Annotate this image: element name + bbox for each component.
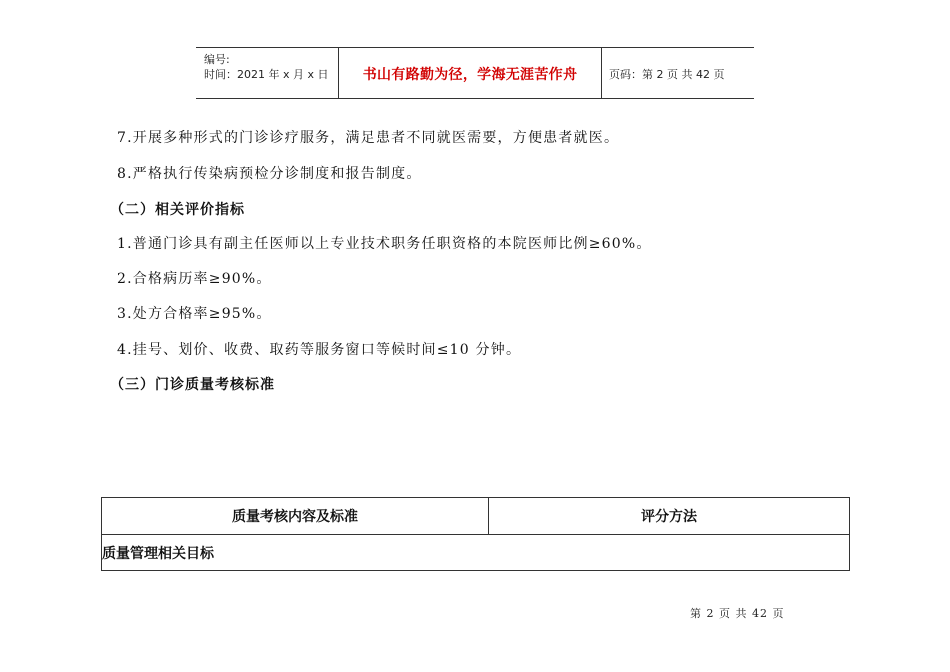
header-motto-cell: [338, 48, 602, 98]
page-info: 页码：第 2 页 共 42 页: [609, 68, 725, 81]
header-meta-cell: [196, 48, 338, 98]
list-item-7: 7.开展多种形式的门诊诊疗服务，满足患者不同就医需要，方便患者就医。: [117, 130, 620, 146]
section-heading-2: （二）相关评价指标: [110, 202, 245, 218]
motto-text: 书山有路勤为径，学海无涯苦作舟: [362, 67, 578, 83]
page-header-table: [196, 47, 754, 99]
number-label: 编号:: [204, 53, 230, 66]
header-page-cell: [601, 48, 754, 98]
time-label: 时间：2021 年 x 月 x 日: [204, 68, 329, 81]
page-footer: 第 2 页 共 42 页: [690, 607, 785, 620]
metric-item-2: 2.合格病历率≥90%。: [117, 271, 272, 287]
list-item-8: 8.严格执行传染病预检分诊制度和报告制度。: [117, 166, 422, 182]
metric-item-4: 4.挂号、划价、收费、取药等服务窗口等候时间≤10 分钟。: [117, 342, 522, 358]
metric-item-1: 1.普通门诊具有副主任医师以上专业技术职务任职资格的本院医师比例≥60%。: [117, 236, 652, 252]
section-heading-3: （三）门诊质量考核标准: [110, 377, 275, 393]
table-header-content: 质量考核内容及标准: [102, 498, 489, 534]
table-header-scoring: 评分方法: [641, 509, 697, 525]
grading-table: [101, 497, 850, 571]
metric-item-3: 3.处方合格率≥95%。: [117, 306, 272, 322]
table-row: 质量管理相关目标: [102, 545, 214, 562]
table-header-row: [102, 498, 849, 535]
